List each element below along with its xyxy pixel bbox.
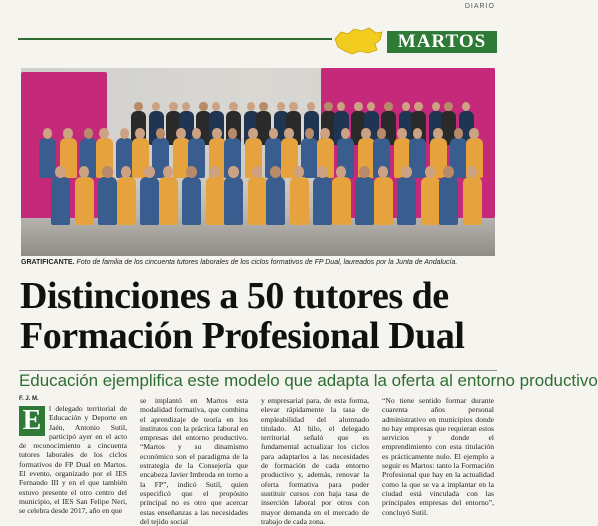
person-body bbox=[266, 177, 285, 225]
person-head bbox=[469, 128, 478, 139]
person-head bbox=[467, 166, 477, 178]
dropcap: E bbox=[19, 406, 45, 436]
person-head bbox=[259, 102, 267, 111]
person-head bbox=[102, 166, 112, 178]
headline-line-1: Distinciones a 50 tutores de bbox=[20, 275, 449, 317]
person-head bbox=[289, 102, 297, 111]
person-head bbox=[294, 166, 304, 178]
person-head bbox=[425, 166, 435, 178]
person-body bbox=[355, 177, 374, 225]
person-head bbox=[120, 128, 129, 139]
person-body bbox=[290, 177, 309, 225]
person-head bbox=[414, 102, 422, 111]
person-head bbox=[55, 166, 65, 178]
person-head bbox=[269, 128, 278, 139]
person-body bbox=[421, 177, 440, 225]
person-head bbox=[361, 128, 370, 139]
person-head bbox=[169, 102, 177, 111]
column-1-text: l delegado territorial de Educación y Deporte en Jaén, Antonio Sutil, participó ayer en el acto de reconocimiento a cincuenta tutores laborales de los ciclos formativos de FP Dual en Martos. El evento, organizado por el IES Fernando III y en el que también estuvo presente el otro centro del municipio, el IES San Felipe Neri, se celebra desde 2017, año en que bbox=[19, 404, 127, 516]
article-column-4: “No tiene sentido formar durante cuarenta años personal administrativo en municipios donde no hay empresas que requieran estos servicios y donde el emprendimiento con esta titulación es prácticamente nulo. El ejemplo a seguir es Martos: tanto la Formación Profesional que hay en la actualidad como la que se va a implantar en la ciudad está vinculada con las principales empresas del entorno”, concluyó Sutil. bbox=[382, 396, 494, 517]
masthead bbox=[0, 0, 499, 62]
person-body bbox=[159, 177, 178, 225]
paper-label: DIARIO bbox=[464, 3, 495, 10]
person-head bbox=[384, 102, 392, 111]
person-head bbox=[401, 166, 411, 178]
person-body bbox=[98, 177, 117, 225]
person-head bbox=[176, 128, 185, 139]
person-head bbox=[210, 166, 220, 178]
person-head bbox=[378, 166, 388, 178]
person-body bbox=[439, 177, 458, 225]
person-body bbox=[51, 177, 70, 225]
person-head bbox=[336, 166, 346, 178]
article-column-1 bbox=[19, 396, 127, 516]
person-head bbox=[135, 128, 144, 139]
photo-caption bbox=[21, 258, 495, 267]
person-body bbox=[182, 177, 201, 225]
byline: F. J. M. bbox=[19, 396, 39, 402]
person-body bbox=[332, 177, 351, 225]
person-head bbox=[79, 166, 89, 178]
person-head bbox=[84, 128, 93, 139]
caption-text: Foto de familia de los cincuenta tutores laborales de los ciclos formativos de FP Dual, laureados por la Junta de Andalucía. bbox=[76, 259, 458, 266]
person-body bbox=[397, 177, 416, 225]
person-head bbox=[156, 128, 165, 139]
person-head bbox=[229, 102, 237, 111]
person-head bbox=[341, 128, 350, 139]
person-head bbox=[377, 128, 386, 139]
person-head bbox=[228, 128, 237, 139]
person-head bbox=[144, 166, 154, 178]
person-head bbox=[192, 128, 201, 139]
caption-lead: GRATIFICANTE. bbox=[21, 259, 75, 266]
person-body bbox=[224, 177, 243, 225]
person-head bbox=[305, 128, 314, 139]
person-head bbox=[359, 166, 369, 178]
person-head bbox=[228, 166, 238, 178]
person-head bbox=[99, 128, 108, 139]
person-head bbox=[212, 128, 221, 139]
person-head bbox=[443, 166, 453, 178]
article-column-2: se implantó en Martos esta modalidad formativa, que combina el aprendizaje de teoría en los institutos con la práctica laboral en empresas del entorno productivo. “Martos y su dinamismo económico son el paradigma de la estrategia de la Consejería que encabeza Javier Imbroda en torno a la FP”, indicó Sutil, quien especificó que el propósito principal no es otro que acercar estas enseñanzas a las necesidades del tejido social bbox=[140, 396, 248, 526]
person-head bbox=[354, 102, 362, 111]
person-head bbox=[320, 128, 329, 139]
person-head bbox=[270, 166, 280, 178]
person-head bbox=[413, 128, 422, 139]
person-body bbox=[39, 138, 56, 178]
person-head bbox=[248, 128, 257, 139]
section-tag: MARTOS bbox=[387, 31, 497, 53]
person-head bbox=[324, 102, 332, 111]
person-body bbox=[248, 177, 267, 225]
person-body bbox=[313, 177, 332, 225]
header-rule bbox=[18, 38, 332, 40]
person-body bbox=[206, 177, 225, 225]
jaen-province-map-icon bbox=[332, 25, 384, 57]
person-body bbox=[117, 177, 136, 225]
person-head bbox=[317, 166, 327, 178]
subheadline: Educación ejemplifica este modelo que adapta la oferta al entorno productivo bbox=[19, 371, 598, 390]
person-head bbox=[199, 102, 207, 111]
person-body bbox=[463, 177, 482, 225]
person-head bbox=[134, 102, 142, 111]
headline-line-2: Formación Profesional Dual bbox=[20, 315, 465, 357]
person-head bbox=[43, 128, 52, 139]
article-column-3: y empresarial para, de esta forma, elevar rápidamente la tasa de empleabilidad del alumnado titulado. Al hilo, el delegado territorial señaló que es fundamental actualizar los ciclos para adaptarlos a las necesidades de formación de cada entorno productivo y, además, renovar la oferta formativa para poder sustituir cursos con baja tasa de inserción laboral por otros con mayor demanda en el mercado de trabajo de cada zona. bbox=[261, 396, 369, 526]
group-photo bbox=[21, 68, 495, 256]
person-head bbox=[284, 128, 293, 139]
article-body bbox=[19, 396, 497, 526]
person-body bbox=[140, 177, 159, 225]
person-head bbox=[186, 166, 196, 178]
person-head bbox=[163, 166, 173, 178]
person-head bbox=[397, 128, 406, 139]
person-head bbox=[444, 102, 452, 111]
person-head bbox=[454, 128, 463, 139]
person-head bbox=[121, 166, 131, 178]
person-head bbox=[252, 166, 262, 178]
person-head bbox=[433, 128, 442, 139]
person-body bbox=[75, 177, 94, 225]
person-head bbox=[63, 128, 72, 139]
headline bbox=[20, 276, 498, 356]
person-body bbox=[374, 177, 393, 225]
